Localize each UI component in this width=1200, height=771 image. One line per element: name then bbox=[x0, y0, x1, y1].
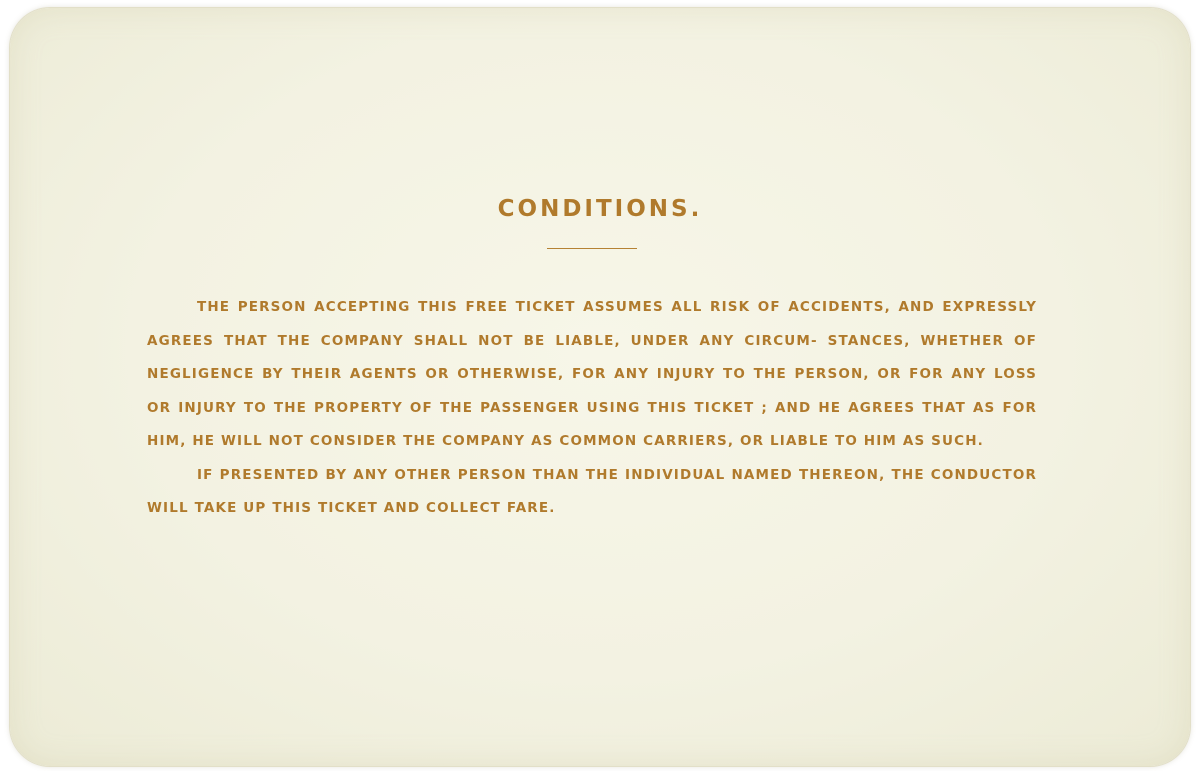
ticket-card-back bbox=[10, 8, 1190, 766]
conditions-body bbox=[147, 291, 1037, 526]
conditions-paragraph-transfer: IF PRESENTED BY ANY OTHER PERSON THAN THE INDIVIDUAL NAMED THEREON, THE CONDUCTOR WILL TAKE UP THIS TICKET AND COLLECT FARE. bbox=[147, 466, 1037, 516]
conditions-paragraph-liability: THE PERSON ACCEPTING THIS FREE TICKET ASSUMES ALL RISK OF ACCIDENTS, AND EXPRESSLY AGREES THAT THE COMPANY SHALL NOT BE LIABLE, UNDER ANY CIRCUM- STANCES, WHETHER OF NEGLIGENCE BY THEIR AGENTS OR OTHERWISE, FOR ANY INJURY TO THE PERSON, OR FOR ANY LOSS OR INJURY TO THE PROPERTY OF THE PASSENGER USING THIS TICKET ; AND HE AGREES THAT AS FOR HIM, HE WILL NOT CONSIDER THE COMPANY AS COMMON CARRIERS, OR LIABLE TO HIM AS SUCH. bbox=[147, 299, 1037, 449]
heading-divider bbox=[547, 248, 637, 249]
conditions-heading: CONDITIONS. bbox=[497, 196, 703, 222]
